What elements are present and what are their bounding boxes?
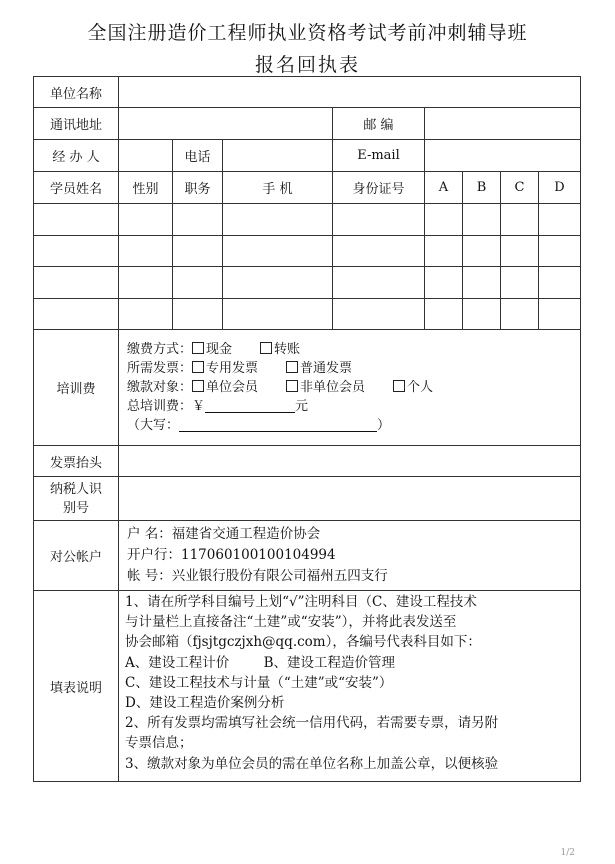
invoice-type-line (127, 359, 580, 378)
fee-label: 培训费 (34, 330, 119, 446)
taxpayer-label-line1: 纳税人识 (49, 481, 102, 497)
total-fee-line (127, 397, 580, 416)
pay-transfer-label: 转账 (274, 342, 301, 357)
student-row[interactable] (34, 267, 581, 299)
account-label: 对公帐户 (34, 521, 119, 591)
payer-nonmember-checkbox[interactable] (286, 380, 298, 392)
total-fee-unit: 元 (295, 399, 309, 414)
cell[interactable] (34, 267, 119, 299)
total-fee-input[interactable] (205, 398, 295, 413)
note-line: 3、缴款对象为单位会员的需在单位名称上加盖公章，以便核验 (125, 755, 499, 772)
fee-section (119, 330, 581, 446)
pay-cash-checkbox[interactable] (192, 342, 204, 354)
cell[interactable] (173, 236, 223, 267)
form-title: 全国注册造价工程师执业资格考试考前冲刺辅导班 (87, 22, 528, 44)
header-position: 职务 (173, 172, 223, 204)
cell[interactable] (539, 204, 581, 236)
header-subject-c: C (501, 172, 539, 204)
cell[interactable] (463, 204, 501, 236)
cell[interactable] (34, 236, 119, 267)
pay-method-label: 缴费方式： (127, 342, 193, 357)
cell[interactable] (501, 236, 539, 267)
cell[interactable] (119, 299, 173, 330)
payer-nonmember-label: 非单位会员 (300, 380, 366, 395)
address-field[interactable] (119, 108, 333, 140)
cell[interactable] (501, 267, 539, 299)
header-subject-b: B (463, 172, 501, 204)
cell[interactable] (223, 299, 333, 330)
payer-individual-label: 个人 (407, 380, 434, 395)
note-line: 2、所有发票均需填写社会统一信用代码，若需要专票，请另附 (125, 715, 499, 732)
note-line: C、建设工程技术与计量（“土建”或“安装”） (125, 674, 393, 691)
cell[interactable] (333, 267, 425, 299)
caps-amount-line (127, 416, 580, 435)
cell[interactable] (501, 299, 539, 330)
caps-close: ） (377, 418, 391, 433)
cell[interactable] (223, 204, 333, 236)
phone-label: 电话 (173, 140, 223, 172)
invoice-type-label: 所需发票： (127, 361, 193, 376)
email-label: E-mail (333, 140, 425, 172)
cell[interactable] (34, 299, 119, 330)
cell[interactable] (173, 267, 223, 299)
cell[interactable] (119, 204, 173, 236)
invoice-special-checkbox[interactable] (192, 361, 204, 373)
account-bank: 开户行：117060100100104994 (127, 547, 336, 563)
payer-member-label: 单位会员 (206, 380, 259, 395)
taxpayer-id-label (34, 477, 119, 521)
taxpayer-label-line2: 别号 (62, 500, 89, 516)
note-line: D、建设工程造价案例分析 (125, 695, 285, 712)
cell[interactable] (501, 204, 539, 236)
unit-name-label: 单位名称 (34, 77, 119, 108)
header-subject-a: A (425, 172, 463, 204)
caps-amount-input[interactable] (179, 417, 377, 432)
header-student-name: 学员姓名 (34, 172, 119, 204)
note-line: 与计量栏上直接备注“土建”或“安装”），并将此表发送至 (125, 614, 457, 631)
invoice-special-label: 专用发票 (206, 361, 259, 376)
registration-form-table (33, 76, 581, 782)
cell[interactable] (223, 267, 333, 299)
handler-field[interactable] (119, 140, 173, 172)
cell[interactable] (173, 204, 223, 236)
cell[interactable] (425, 204, 463, 236)
header-mobile: 手 机 (223, 172, 333, 204)
cell[interactable] (425, 236, 463, 267)
payer-member-checkbox[interactable] (192, 380, 204, 392)
postcode-field[interactable] (425, 108, 581, 140)
invoice-normal-label: 普通发票 (300, 361, 353, 376)
cell[interactable] (119, 267, 173, 299)
cell[interactable] (333, 236, 425, 267)
payer-individual-checkbox[interactable] (393, 380, 405, 392)
pay-cash-label: 现金 (206, 342, 233, 357)
handler-label: 经 办 人 (34, 140, 119, 172)
cell[interactable] (425, 267, 463, 299)
invoice-normal-checkbox[interactable] (286, 361, 298, 373)
cell[interactable] (463, 267, 501, 299)
student-header-row (34, 172, 581, 204)
email-field[interactable] (425, 140, 581, 172)
phone-field[interactable] (223, 140, 333, 172)
invoice-title-field[interactable] (119, 446, 581, 477)
cell[interactable] (34, 204, 119, 236)
cell[interactable] (463, 236, 501, 267)
cell[interactable] (539, 236, 581, 267)
account-name: 户 名：福建省交通工程造价协会 (127, 526, 321, 542)
cell[interactable] (463, 299, 501, 330)
pay-transfer-checkbox[interactable] (260, 342, 272, 354)
pay-method-line (127, 340, 580, 359)
student-row[interactable] (34, 236, 581, 267)
account-section (119, 521, 581, 591)
caps-open: （大写： (127, 418, 180, 433)
taxpayer-id-field[interactable] (119, 477, 581, 521)
form-subtitle: 报名回执表 (254, 54, 360, 76)
payer-label: 缴款对象： (127, 380, 193, 395)
cell[interactable] (333, 204, 425, 236)
cell[interactable] (425, 299, 463, 330)
cell[interactable] (173, 299, 223, 330)
account-number: 帐 号：兴业银行股份有限公司福州五四支行 (127, 568, 388, 584)
notes-section (119, 591, 581, 782)
total-fee-label: 总培训费：￥ (127, 399, 206, 414)
cell[interactable] (223, 236, 333, 267)
student-row[interactable] (34, 204, 581, 236)
header-subject-d: D (539, 172, 581, 204)
student-row[interactable] (34, 299, 581, 330)
header-id-number: 身份证号 (333, 172, 425, 204)
note-line: A、建设工程计价 B、建设工程造价管理 (125, 654, 395, 671)
cell[interactable] (119, 236, 173, 267)
address-label: 通讯地址 (34, 108, 119, 140)
cell[interactable] (539, 267, 581, 299)
unit-name-field[interactable] (119, 77, 581, 108)
note-line: 专票信息； (125, 735, 193, 752)
postcode-label: 邮 编 (333, 108, 425, 140)
notes-label: 填表说明 (34, 591, 119, 782)
cell[interactable] (333, 299, 425, 330)
page-number: 1/2 (560, 848, 575, 858)
note-line: 1、请在所学科目编号上划“√”注明科目（C、建设工程技术 (125, 594, 477, 610)
payer-line (127, 378, 580, 397)
invoice-title-label: 发票抬头 (34, 446, 119, 477)
cell[interactable] (539, 299, 581, 330)
note-line: 协会邮箱（fjsjtgczjxh@qq.com），各编号代表科目如下： (125, 634, 481, 651)
header-gender: 性别 (119, 172, 173, 204)
